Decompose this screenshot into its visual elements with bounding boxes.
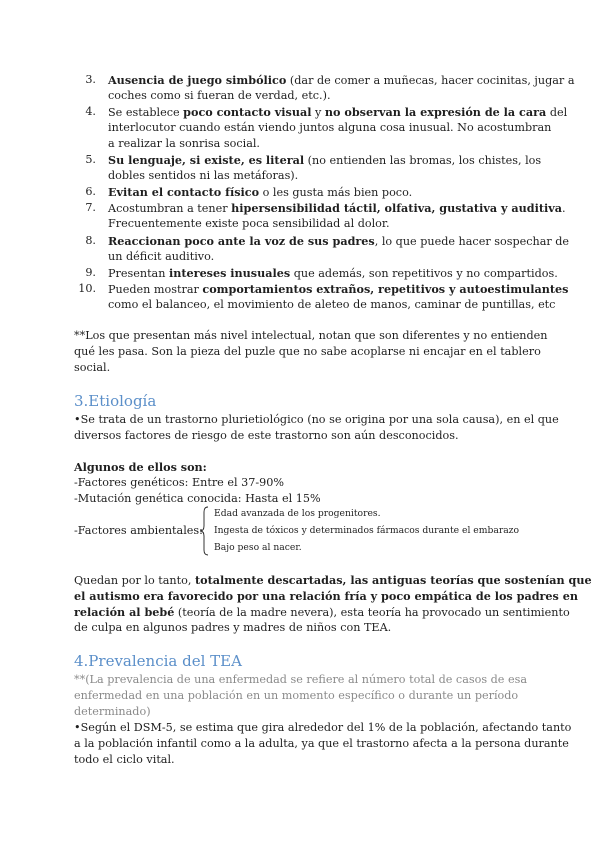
paragraph-line: todo el ciclo vital. <box>74 753 175 766</box>
text: , lo que puede hacer sospechar de <box>374 235 570 248</box>
bold-text: intereses inusuales <box>169 266 291 280</box>
environmental-factor: Bajo peso al nacer. <box>214 542 302 553</box>
paragraph-line: diversos factores de riesgo de este trastorno son aún desconocidos. <box>74 429 459 442</box>
list-item <box>108 233 569 250</box>
text: Acostumbran a tener <box>108 202 232 215</box>
definition-line: determinado) <box>74 705 151 718</box>
list-number: 5. <box>85 153 96 166</box>
paragraph-line <box>74 572 592 589</box>
text: Presentan <box>108 267 169 280</box>
text: Se establece <box>108 106 184 119</box>
text: (teoría de la madre nevera), esta teoría ha provocado un sentimiento <box>174 606 570 619</box>
bold-text: hipersensibilidad táctil, olfativa, gustativa y auditiva <box>231 201 563 215</box>
list-item-cont: coches como si fueran de verdad, etc.). <box>108 89 331 102</box>
list-item <box>108 265 558 282</box>
definition-line: enfermedad en una población en un momento específico o durante un período <box>74 689 519 702</box>
list-item-cont: un déficit auditivo. <box>108 250 215 263</box>
text: y <box>311 106 325 119</box>
bold-text: poco contacto visual <box>183 105 312 119</box>
paragraph-line: •Según el DSM-5, se estima que gira alrededor del 1% de la población, afectando tanto <box>74 721 572 734</box>
section-heading-prevalencia: 4.Prevalencia del TEA <box>74 652 242 670</box>
list-item <box>108 184 412 201</box>
bold-text: no observan la expresión de la cara <box>324 105 547 119</box>
list-item <box>108 200 566 217</box>
list-item-cont: dobles sentidos ni las metáforas). <box>108 169 299 182</box>
environmental-factor: Edad avanzada de los progenitores. <box>214 508 381 519</box>
text: que además, son repetitivos y no compartidos. <box>290 267 558 280</box>
paragraph-line: de culpa en algunos padres y madres de niños con TEA. <box>74 621 392 634</box>
list-number: 7. <box>85 201 96 214</box>
list-number: 10. <box>78 282 96 295</box>
list-item-cont: como el balanceo, el movimiento de aleteo de manos, caminar de puntillas, etc <box>108 298 556 311</box>
text: del <box>546 106 568 119</box>
curly-brace-icon <box>198 506 210 556</box>
paragraph-line: •Se trata de un trastorno plurietiológico (no se origina por una sola causa), en el que <box>74 413 559 426</box>
list-number: 9. <box>85 266 96 279</box>
bold-text: Su lenguaje, si existe, es literal <box>108 153 305 167</box>
bold-text: Reaccionan poco ante la voz de sus padres <box>108 234 375 248</box>
bold-text: totalmente descartadas, las antiguas teorías que sostenían que <box>194 573 592 587</box>
section-heading-etiologia: 3.Etiología <box>74 392 157 410</box>
text: (no entienden las bromas, los chistes, los <box>304 154 542 167</box>
list-number: 6. <box>85 185 96 198</box>
note-line: social. <box>74 361 111 374</box>
bold-text: comportamientos extraños, repetitivos y autoestimulantes <box>202 282 569 296</box>
text: . <box>562 202 566 215</box>
list-number: 4. <box>85 105 96 118</box>
list-item <box>108 104 567 121</box>
text: o les gusta más bien poco. <box>259 186 413 199</box>
list-item-cont: a realizar la sonrisa social. <box>108 137 260 150</box>
definition-line: **(La prevalencia de una enfermedad se refiere al número total de casos de esa <box>74 673 528 686</box>
bold-text: relación al bebé <box>74 605 175 619</box>
list-number: 8. <box>85 234 96 247</box>
text: Pueden mostrar <box>108 283 203 296</box>
paragraph-line <box>74 604 570 621</box>
list-number: 3. <box>85 73 96 86</box>
text: (dar de comer a muñecas, hacer cocinitas, jugar a <box>286 74 575 87</box>
list-item <box>108 281 568 298</box>
subheading: Algunos de ellos son: <box>74 460 207 474</box>
environmental-factor: Ingesta de tóxicos y determinados fármacos durante el embarazo <box>214 525 520 536</box>
list-item-cont: interlocutor cuando están viendo juntos alguna cosa inusual. No acostumbran <box>108 121 552 134</box>
list-item-cont: Frecuentemente existe poca sensibilidad al dolor. <box>108 217 390 230</box>
bold-text: Evitan el contacto físico <box>108 185 260 199</box>
list-item <box>108 72 575 89</box>
note-line: qué les pasa. Son la pieza del puzle que no sabe acoplarse ni encajar en el tablero <box>74 345 541 358</box>
paragraph-line: a la población infantil como a la adulta, ya que el trastorno afecta a la persona durante <box>74 737 569 750</box>
factor-line: -Factores genéticos: Entre el 37-90% <box>74 476 284 489</box>
paragraph-line: el autismo era favorecido por una relación fría y poco empática de los padres en <box>74 589 578 603</box>
bold-text: Ausencia de juego simbólico <box>108 73 287 87</box>
text: Quedan por lo tanto, <box>74 574 195 587</box>
factor-line: -Factores ambientales: <box>74 524 203 537</box>
note-line: **Los que presentan más nivel intelectual, notan que son diferentes y no entienden <box>74 329 548 342</box>
factor-line: -Mutación genética conocida: Hasta el 15% <box>74 492 321 505</box>
list-item <box>108 152 541 169</box>
